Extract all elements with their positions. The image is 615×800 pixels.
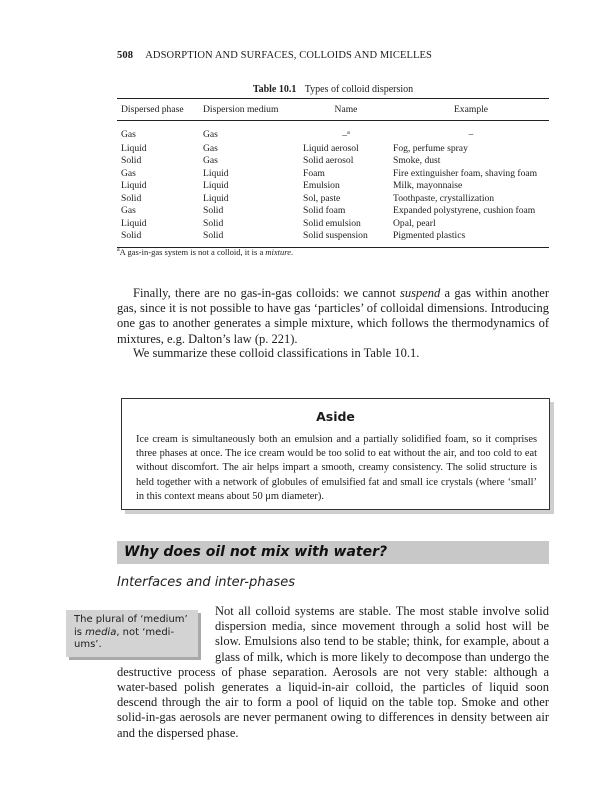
cell-example: – <box>468 128 474 140</box>
cell-name: Emulsion <box>303 180 340 192</box>
table-row <box>117 143 549 156</box>
table-row <box>117 230 549 247</box>
paragraph1-part-b: a gas within another gas, since it is not possible to have gas ‘particles’ of colloidal dimensions. Introducing one gas to another generates a simple mixture, which follows the thermodynamics of mixtures, e.g. Dalton’s law (p. 221). <box>117 286 549 346</box>
margin-note-wrap-space <box>117 604 215 662</box>
body-paragraph-stability <box>117 604 549 741</box>
paragraph1-emphasis: suspend <box>399 286 441 300</box>
cell-name: Liquid aerosol <box>303 142 359 154</box>
col-header-dispersion-medium: Dispersion medium <box>199 99 299 121</box>
table-header-row <box>117 99 549 121</box>
table-row <box>117 180 549 193</box>
paragraph-summary: We summarize these colloid classifications in Table 10.1. <box>133 346 420 360</box>
subsection-title: Interfaces and inter-phases <box>117 575 295 590</box>
margin-note-part-b: , not ‘medi-ums’. <box>74 626 175 650</box>
aside-text: Ice cream is simultaneously both an emulsion and a partially solidified foam, so it comprises three phases at once. The ice cream would be too solid to eat without the air, and too cold to eat without discomfort. The air helps impart a smooth, creamy consistency. The solid structure is held together with a network of globules of emulsified fat and small ice crystals (where ‘small’ in this context means about 50 μm diameter). <box>136 434 537 502</box>
cell-name: Sol, paste <box>303 192 341 204</box>
footnote-marker-label: a <box>117 247 120 254</box>
page-number: 508 <box>117 50 134 61</box>
cell-phase: Solid <box>117 230 199 247</box>
section-title: Why does oil not mix with water? <box>124 544 388 560</box>
cell-example: Fog, perfume spray <box>393 142 468 154</box>
margin-note-emphasis: media <box>85 626 117 638</box>
cell-medium: Solid <box>199 230 299 247</box>
col-header-name: Name <box>299 99 389 121</box>
cell-name: Solid emulsion <box>303 217 361 229</box>
cell-medium: Gas <box>203 142 218 154</box>
table-caption-text: Types of colloid dispersion <box>304 84 414 95</box>
cell-medium: Solid <box>203 205 224 217</box>
table-row <box>117 155 549 168</box>
cell-medium: Liquid <box>203 192 229 204</box>
cell-phase: Gas <box>121 205 136 217</box>
cell-example: Expanded polystyrene, cushion foam <box>393 205 536 217</box>
cell-phase: Liquid <box>121 217 147 229</box>
col-header-dispersed-phase: Dispersed phase <box>117 99 199 121</box>
aside-title: Aside <box>316 409 355 424</box>
cell-example: Fire extinguisher foam, shaving foam <box>393 167 538 179</box>
table-caption <box>117 84 549 95</box>
margin-note-part-a: The plural of ‘medium’ is <box>74 614 188 638</box>
table-row <box>117 205 549 218</box>
cell-example: Pigmented plastics <box>389 230 549 247</box>
body-paragraph-text: Not all colloid systems are stable. The most stable involve solid dispersion media, since movement through a solid host will be slow. Emulsions also tend to be stable; think, for example, about a glass of milk, which is more likely to decompose than undergo the destructive process of phase separation. Aerosols are not very stable: although a water-based polish generates a liquid-in-air colloid, the particles of liquid soon descend through the air to form a pool of liquid on the table top. Smoke and other solid-in-gas aerosols are never permanent owing to differences in density between air and the dispersed phase. <box>117 604 549 740</box>
cell-medium: Gas <box>203 128 218 140</box>
section-heading-bar <box>117 541 549 564</box>
running-title: ADSORPTION AND SURFACES, COLLOIDS AND MICELLES <box>145 50 432 61</box>
cell-name: Solid foam <box>303 205 346 217</box>
cell-name: Solid aerosol <box>303 155 354 167</box>
running-header <box>117 50 432 61</box>
cell-phase: Gas <box>121 128 136 140</box>
cell-phase: Liquid <box>121 142 147 154</box>
cell-medium: Liquid <box>203 180 229 192</box>
footnote-marker: a <box>347 130 350 136</box>
table-footnote <box>117 247 293 257</box>
cell-example: Opal, pearl <box>393 217 436 229</box>
cell-example: Smoke, dust <box>393 155 441 167</box>
cell-example: Milk, mayonnaise <box>393 180 463 192</box>
cell-phase: Gas <box>121 167 136 179</box>
footnote-text: A gas-in-gas system is not a colloid, it is a <box>119 247 266 257</box>
table-row <box>117 218 549 231</box>
cell-name: Solid suspension <box>299 230 389 247</box>
cell-example: Toothpaste, crystallization <box>393 192 495 204</box>
cell-phase: Solid <box>121 155 142 167</box>
table-row <box>117 193 549 206</box>
cell-medium: Liquid <box>203 167 229 179</box>
table-label: Table 10.1 <box>252 84 297 95</box>
table-row <box>117 121 549 143</box>
paragraph1-part-a: Finally, there are no gas-in-gas colloids: we cannot <box>133 286 400 300</box>
cell-name: Foam <box>303 167 325 179</box>
col-header-example: Example <box>389 99 549 121</box>
colloid-table <box>117 98 549 248</box>
cell-phase: Liquid <box>121 180 147 192</box>
table-row <box>117 168 549 181</box>
cell-medium: Solid <box>203 217 224 229</box>
cell-name: –$^a$ <box>342 130 350 142</box>
cell-medium: Gas <box>203 155 218 167</box>
paragraph-gas-in-gas <box>117 286 549 347</box>
cell-phase: Solid <box>121 192 142 204</box>
footnote-end: . <box>291 247 294 257</box>
aside-box <box>121 398 550 510</box>
footnote-emphasis: mixture <box>265 247 291 257</box>
